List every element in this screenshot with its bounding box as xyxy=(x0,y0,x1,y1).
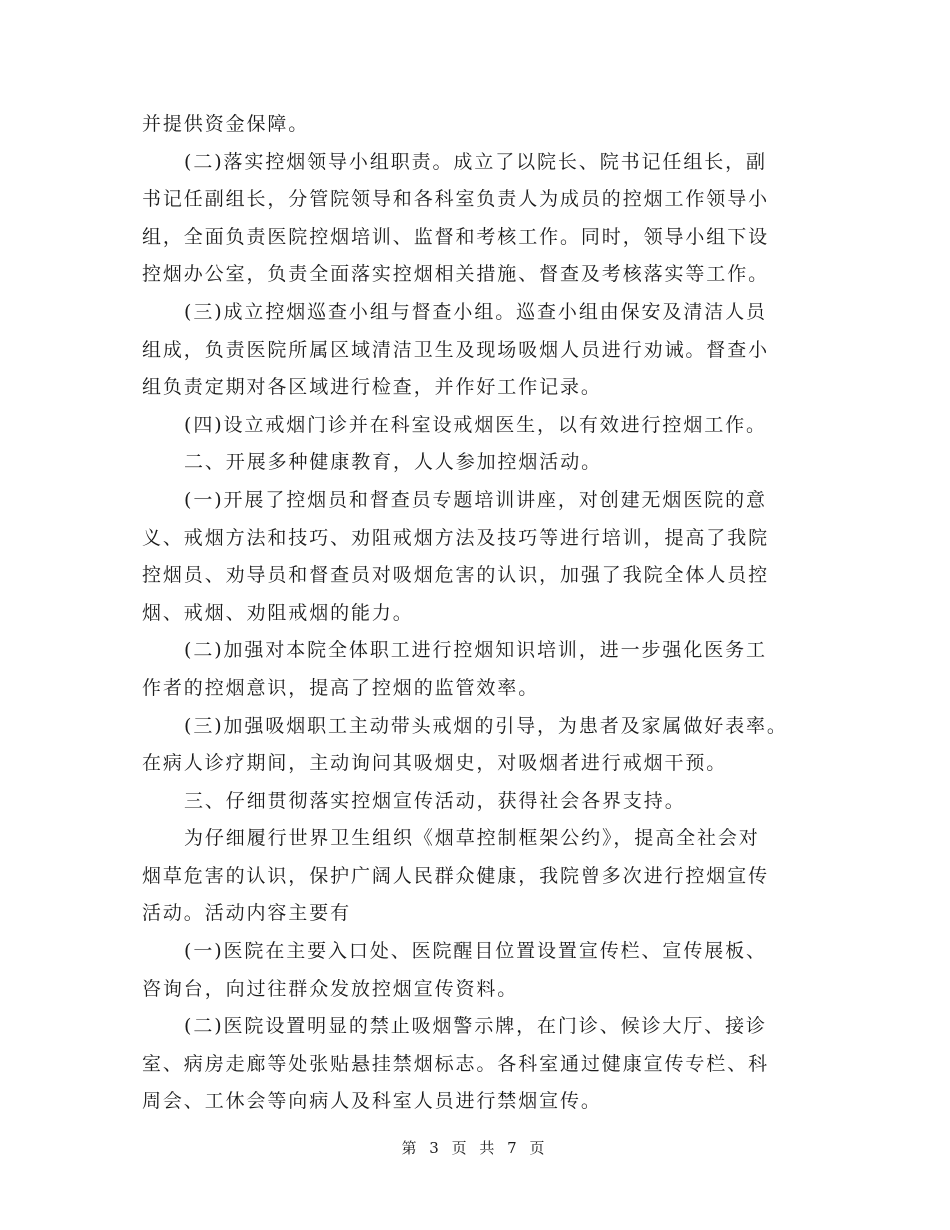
document-body xyxy=(142,106,802,1121)
text-line: 为仔细履行世界卫生组织《烟草控制框架公约》，提高全社会对 xyxy=(184,827,760,850)
text-line: 控烟员、劝导员和督查员对吸烟危害的认识，加强了我院全体人员控 xyxy=(142,564,770,587)
text-line: 作者的控烟意识，提高了控烟的监管效率。 xyxy=(142,676,540,699)
text-line: (四)设立戒烟门诊并在科室设戒烟医生，以有效进行控烟工作。 xyxy=(184,413,767,436)
text-line: 在病人诊疗期间，主动询问其吸烟史，对吸烟者进行戒烟干预。 xyxy=(142,752,728,775)
text-line: 三、仔细贯彻落实控烟宣传活动，获得社会各界支持。 xyxy=(184,789,686,812)
text-line: (一)开展了控烟员和督查员专题培训讲座，对创建无烟医院的意 xyxy=(184,488,767,511)
text-line: (一)医院在主要入口处、医院醒目位置设置宣传栏、宣传展板、 xyxy=(184,940,767,963)
text-line: 书记任副组长，分管院领导和各科室负责人为成员的控烟工作领导小 xyxy=(142,188,770,211)
text-line: (三)成立控烟巡查小组与督查小组。巡查小组由保安及清洁人员 xyxy=(184,300,767,323)
text-line: 烟草危害的认识，保护广阔人民群众健康，我院曾多次进行控烟宣传 xyxy=(142,864,770,887)
page-number: 第 3 页 共 7 页 xyxy=(401,1139,549,1157)
text-line: 烟、戒烟、劝阻戒烟的能力。 xyxy=(142,601,414,624)
text-line: (二)落实控烟领导小组职责。成立了以院长、院书记任组长，副 xyxy=(184,150,767,173)
text-line: (二)医院设置明显的禁止吸烟警示牌，在门诊、候诊大厅、接诊 xyxy=(184,1015,767,1038)
text-line: 活动。活动内容主要有 xyxy=(142,902,352,925)
text-line: 组，全面负责医院控烟培训、监督和考核工作。同时，领导小组下设 xyxy=(142,225,770,248)
text-line: (三)加强吸烟职工主动带头戒烟的引导，为患者及家属做好表率。 xyxy=(184,714,788,737)
text-line: 室、病房走廊等处张贴悬挂禁烟标志。各科室通过健康宣传专栏、科 xyxy=(142,1052,770,1075)
text-line: 并提供资金保障。 xyxy=(142,113,310,135)
text-line: 义、戒烟方法和技巧、劝阻戒烟方法及技巧等进行培训，提高了我院 xyxy=(142,526,770,549)
text-line: 组负责定期对各区域进行检查，并作好工作记录。 xyxy=(142,376,602,399)
text-line: 周会、工休会等向病人及科室人员进行禁烟宣传。 xyxy=(142,1090,602,1113)
text-line: 二、开展多种健康教育，人人参加控烟活动。 xyxy=(184,451,603,474)
text-line: 咨询台，向过往群众发放控烟宣传资料。 xyxy=(142,977,519,1000)
text-line: 控烟办公室，负责全面落实控烟相关措施、督查及考核落实等工作。 xyxy=(142,263,770,286)
text-line: 组成，负责医院所属区域清洁卫生及现场吸烟人员进行劝诫。督查小 xyxy=(142,338,770,361)
text-line: (二)加强对本院全体职工进行控烟知识培训，进一步强化医务工 xyxy=(184,639,767,662)
